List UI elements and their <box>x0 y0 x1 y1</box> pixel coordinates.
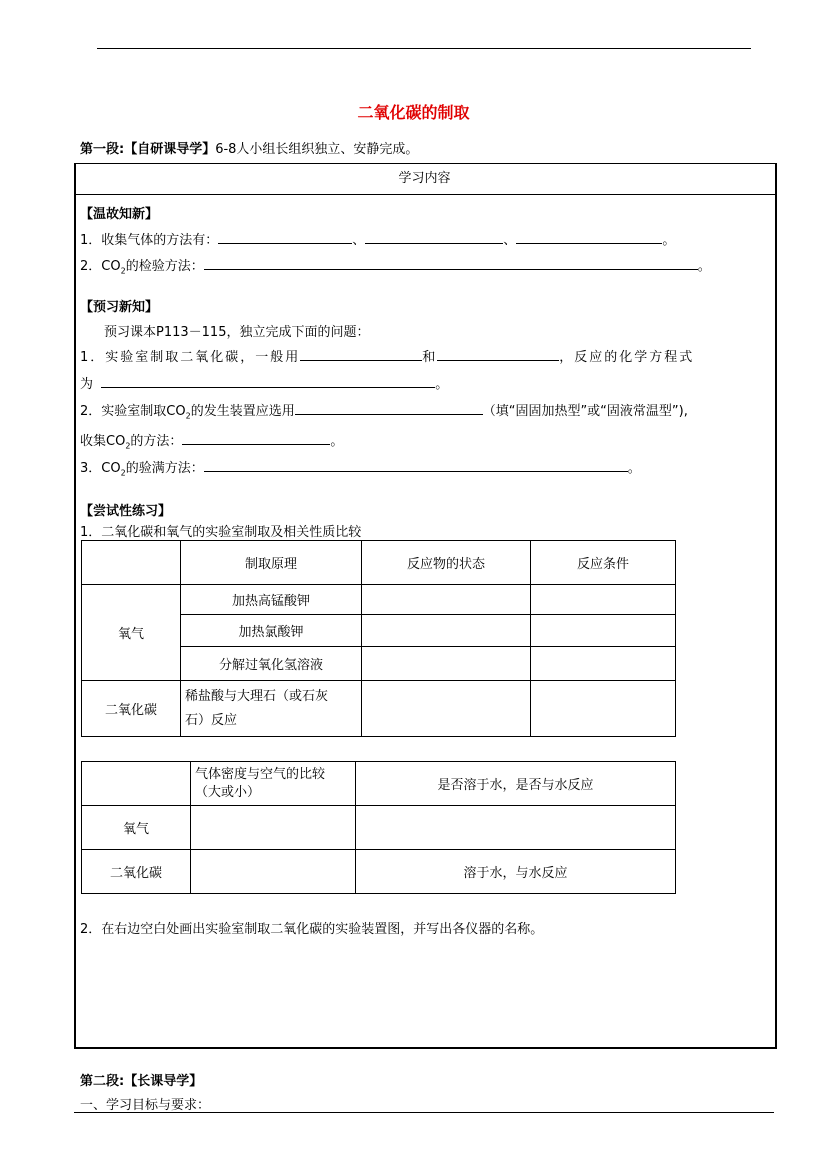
row-label-co2: 二氧化碳 <box>82 681 181 737</box>
table-cell[interactable] <box>191 850 356 894</box>
table-header: 反应物的状态 <box>362 541 531 585</box>
preview-q2-text2: 的发生装置应选用 <box>190 404 295 419</box>
blank[interactable] <box>218 229 352 244</box>
table-cell: 溶于水，与水反应 <box>356 850 676 894</box>
preview-q2-cont <box>80 430 343 451</box>
preview-q2-text5: 的方法： <box>130 434 183 449</box>
period: 。 <box>697 259 711 274</box>
table-cell: 分解过氧化氢溶液 <box>181 647 362 681</box>
blank[interactable] <box>295 400 483 415</box>
blank[interactable] <box>204 457 628 472</box>
table-cell[interactable] <box>531 615 676 647</box>
comparison-table-1 <box>81 540 676 737</box>
table-cell[interactable] <box>531 647 676 681</box>
frame-header: 学习内容 <box>74 163 775 195</box>
table-cell <box>82 762 191 806</box>
section1-label: 第一段:【自研课导学】 <box>80 142 216 157</box>
table-cell: 加热氯酸钾 <box>181 615 362 647</box>
preview-heading: 【预习新知】 <box>80 300 159 315</box>
table-header: 反应条件 <box>531 541 676 585</box>
preview-q1-cont <box>80 373 448 392</box>
table-cell: 加热高锰酸钾 <box>181 585 362 615</box>
table-cell[interactable] <box>362 585 531 615</box>
blank[interactable] <box>365 229 503 244</box>
preview-q1-wei: 为 <box>80 377 94 392</box>
preview-intro: 预习课本P113－115，独立完成下面的问题： <box>104 325 370 340</box>
blank[interactable] <box>437 346 559 361</box>
review-q2 <box>80 255 711 276</box>
preview-q2-text3: （填“固固加热型”或“固液常温型”), <box>482 404 688 419</box>
preview-q2-text: 2．实验室制取CO <box>80 404 186 419</box>
row-label-oxygen: 氧气 <box>82 806 191 850</box>
table-header: 是否溶于水，是否与水反应 <box>356 762 676 806</box>
section2-sub: 一、学习目标与要求： <box>80 1098 211 1113</box>
table-cell[interactable] <box>191 806 356 850</box>
review-heading: 【温故知新】 <box>80 207 159 222</box>
practice-q1: 1．二氧化碳和氧气的实验室制取及相关性质比较 <box>80 525 362 540</box>
period: 。 <box>662 233 676 248</box>
practice-q2: 2．在右边空白处画出实验室制取二氧化碳的实验装置图，并写出各仪器的名称。 <box>80 922 544 937</box>
period: 。 <box>435 377 449 392</box>
review-q1-text: 1．收集气体的方法有： <box>80 233 219 248</box>
table-cell[interactable] <box>362 647 531 681</box>
preview-q2-text4: 收集CO <box>80 434 126 449</box>
table-cell[interactable] <box>356 806 676 850</box>
table-cell <box>181 681 362 737</box>
sep: 、 <box>503 233 517 248</box>
row-label-co2: 二氧化碳 <box>82 850 191 894</box>
blank[interactable] <box>516 229 662 244</box>
practice-heading: 【尝试性练习】 <box>80 504 172 519</box>
preview-q3 <box>80 457 641 478</box>
table-cell[interactable] <box>362 615 531 647</box>
section2-label: 第二段:【长课导学】 <box>80 1074 203 1089</box>
table-header-line2: （大或小） <box>195 784 261 800</box>
blank[interactable] <box>182 430 330 445</box>
section1-line <box>80 138 418 157</box>
co2-method-line2: 石）反应 <box>185 712 238 728</box>
preview-q1-and: 和 <box>422 350 438 365</box>
table-cell[interactable] <box>531 585 676 615</box>
subscript: 2 <box>120 266 126 276</box>
preview-q3-text: 3．CO <box>80 461 121 476</box>
table-header-line1: 气体密度与空气的比较 <box>195 766 326 782</box>
blank[interactable] <box>204 255 698 270</box>
table-cell[interactable] <box>531 681 676 737</box>
preview-q1-text: 1．实验室制取二氧化碳，一般用 <box>80 350 301 365</box>
subscript: 2 <box>125 441 131 451</box>
table-header: 制取原理 <box>181 541 362 585</box>
table-cell <box>82 541 181 585</box>
bottom-rule <box>74 1112 774 1113</box>
blank[interactable] <box>101 373 435 388</box>
blank[interactable] <box>300 346 422 361</box>
top-rule <box>97 48 751 49</box>
table-header <box>191 762 356 806</box>
review-q2-text2: 的检验方法： <box>125 259 204 274</box>
preview-q2 <box>80 400 688 421</box>
review-q2-text: 2．CO <box>80 259 121 274</box>
page-title: 二氧化碳的制取 <box>357 103 470 122</box>
preview-q1-text2: ，反应的化学方程式 <box>559 350 695 365</box>
period: 。 <box>627 461 641 476</box>
period: 。 <box>330 434 344 449</box>
subscript: 2 <box>185 411 191 421</box>
review-q1 <box>80 229 675 248</box>
comparison-table-2 <box>81 761 676 894</box>
table-cell[interactable] <box>362 681 531 737</box>
subscript: 2 <box>120 468 126 478</box>
preview-q3-text2: 的验满方法： <box>125 461 204 476</box>
sep: 、 <box>352 233 366 248</box>
co2-method-line1: 稀盐酸与大理石（或石灰 <box>185 688 329 704</box>
section1-text: 6-8人小组长组织独立、安静完成。 <box>215 142 419 157</box>
row-label-oxygen: 氧气 <box>82 585 181 681</box>
preview-q1 <box>80 346 694 365</box>
